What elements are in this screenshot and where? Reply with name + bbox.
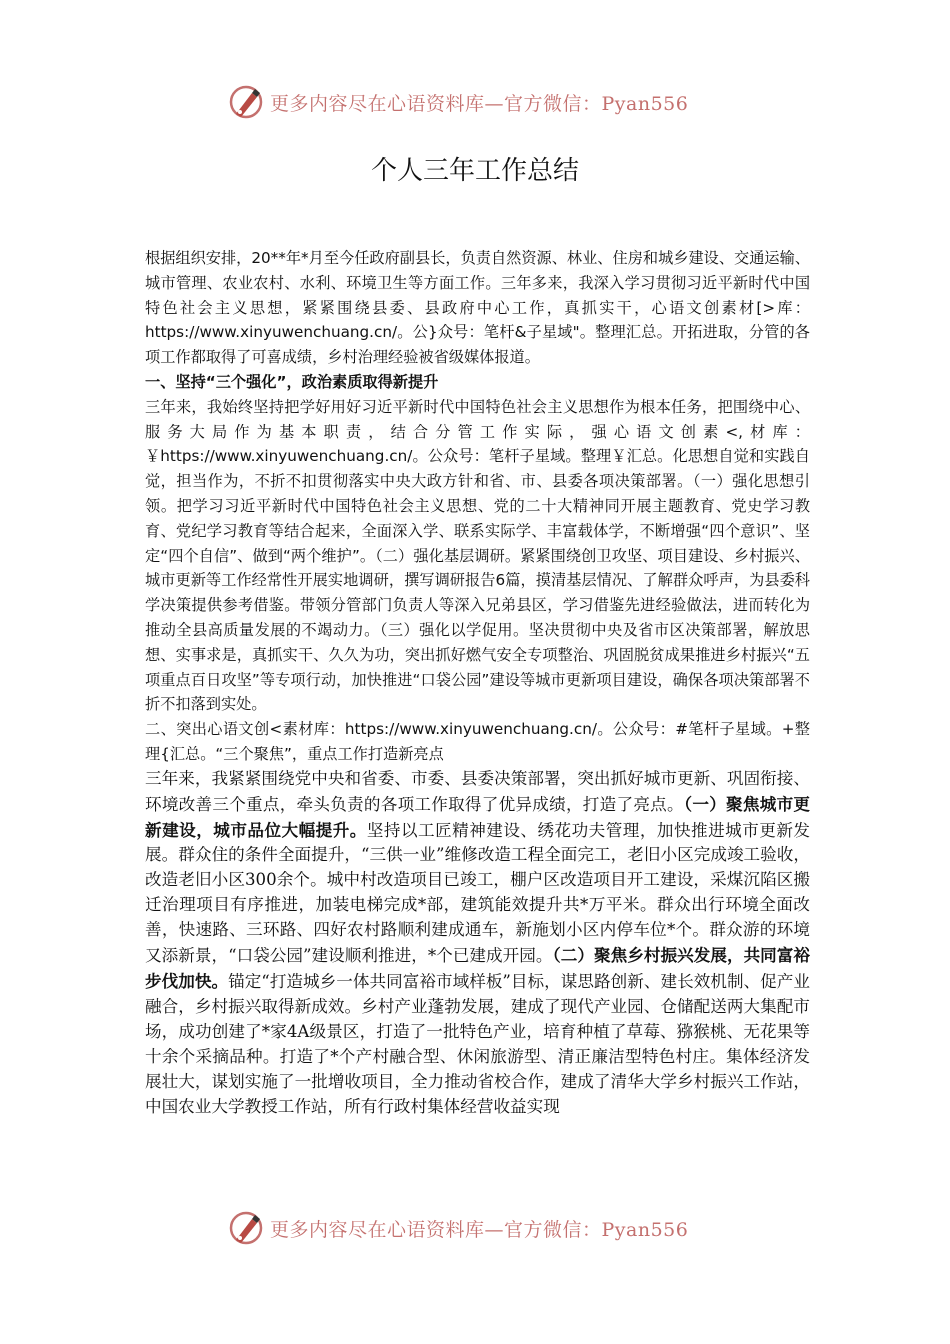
section-2-paragraph: [145, 767, 810, 1120]
section-1-paragraph: 三年来，我始终坚持把学好用好习近平新时代中国特色社会主义思想作为根本任务，把围绕中心、服务大局作为基本职责，结合分管工作实际，强心语文创素<,材库：￥https://www.xinyuwenchuang.cn/。公众号：笔杆子星域。整理￥汇总。化思想自觉和实践自觉，担当作为，不折不扣贯彻落实中央大政方针和省、市、县委各项决策部署。（一）强化思想引领。把学习习近平新时代中国特色社会主义思想、党的二十大精神同开展主题教育、党史学习教育、党纪学习教育等结合起来，全面深入学、联系实际学、丰富载体学，不断增强“四个意识”、坚定“四个自信”、做到“两个维护”。（二）强化基层调研。紧紧围绕创卫攻坚、项目建设、乡村振兴、城市更新等工作经常性开展实地调研，撰写调研报告6篇，摸清基层情况、了解群众呼声，为县委科学决策提供参考借鉴。带领分管部门负责人等深入兄弟县区，学习借鉴先进经验做法，进而转化为推动全县高质量发展的不竭动力。（三）强化以学促用。坚决贯彻中央及省市区决策部署，解放思想、实事求是，真抓实干、久久为功，突出抓好燃气安全专项整治、巩固脱贫成果推进乡村振兴“五项重点百日攻坚”等专项行动，加快推进“口袋公园”建设等城市更新项目建设，确保各项决策部署不折不扣落到实处。: [145, 397, 810, 714]
pen-nib-logo-icon: [228, 1210, 264, 1246]
urban-renewal-text: 坚持以工匠精神建设、绣花功夫管理，加快推进城市更新发展。群众住的条件全面提升，“三供一业”维修改造工程全面完工，老旧小区完成竣工验收，改造老旧小区300余个。城中村改造项目已竣工，棚户区改造项目开工建设，采煤沉陷区搬迁治理项目有序推进，加装电梯完成*部，建筑能效提升共*万平米。群众出行环境全面改善，快速路、三环路、四好农村路顺利建成通车，新施划小区内停车位*个。群众游的环境又添新景，“口袋公园”建设顺利推进，*个已建成开园。: [145, 820, 811, 966]
footer-watermark-banner: [228, 1208, 728, 1248]
watermark-text: 更多内容尽在心语资料库—官方微信：Pyan556: [270, 1218, 689, 1241]
body-sans-section: [145, 246, 810, 767]
section-2-heading: 二、突出心语文创<素材库：https://www.xinyuwenchuang.cn/。公众号：#笔杆子星域。+整理{汇总。“三个聚焦”，重点工作打造新亮点: [145, 720, 810, 763]
pen-nib-logo-icon: [228, 84, 264, 120]
subheading-urban-renewal: （一）聚焦城市更新建设，城市品位大幅提升。: [145, 793, 811, 840]
watermark-text: 更多内容尽在心语资料库—官方微信：Pyan556: [270, 92, 689, 115]
header-watermark-banner: [228, 82, 728, 122]
intro-paragraph: 根据组织安排，20**年*月至今任政府副县长，负责自然资源、林业、住房和城乡建设、交通运输、城市管理、农业农村、水利、环境卫生等方面工作。三年多来，我深入学习贯彻习近平新时代中国特色社会主义思想，紧紧围绕县委、县政府中心工作，真抓实干，心语文创素材[>库：https://www.xinyuwenchuang.cn/。公}众号：笔杆&子星域"。整理汇总。开拓进取，分管的各项工作都取得了可喜成绩，乡村治理经验被省级媒体报道。: [145, 249, 810, 367]
document-title: 个人三年工作总结: [370, 156, 579, 186]
section-2-lead: 三年来，我紧紧围绕党中央和省委、市委、县委决策部署，突出抓好城市更新、巩固衔接、环境改善三个重点，牵头负责的各项工作取得了优异成绩，打造了亮点。: [145, 768, 810, 814]
body-serif-section: [145, 767, 810, 1120]
document-body: [145, 246, 810, 1119]
subheading-rural-revitalization: （二）聚焦乡村振兴发展，共同富裕步伐加快。: [145, 945, 811, 991]
rural-revitalization-text: 锚定“打造城乡一体共同富裕市域样板”目标，谋思路创新、建长效机制、促产业融合，乡村振兴取得新成效。乡村产业蓬勃发展，建成了现代产业园、仓储配送两大集配市场，成功创建了*家4A级景区，打造了一批特色产业，培育种植了草莓、猕猴桃、无花果等十余个采摘品种。打造了*个产村融合型、休闲旅游型、清正廉洁型特色村庄。集体经济发展壮大，谋划实施了一批增收项目，全力推动省校合作，建成了清华大学乡村振兴工作站，中国农业大学教授工作站，所有行政村集体经营收益实现: [145, 971, 810, 1116]
section-1-heading: 一、坚持“三个强化”，政治素质取得新提升: [145, 372, 439, 391]
